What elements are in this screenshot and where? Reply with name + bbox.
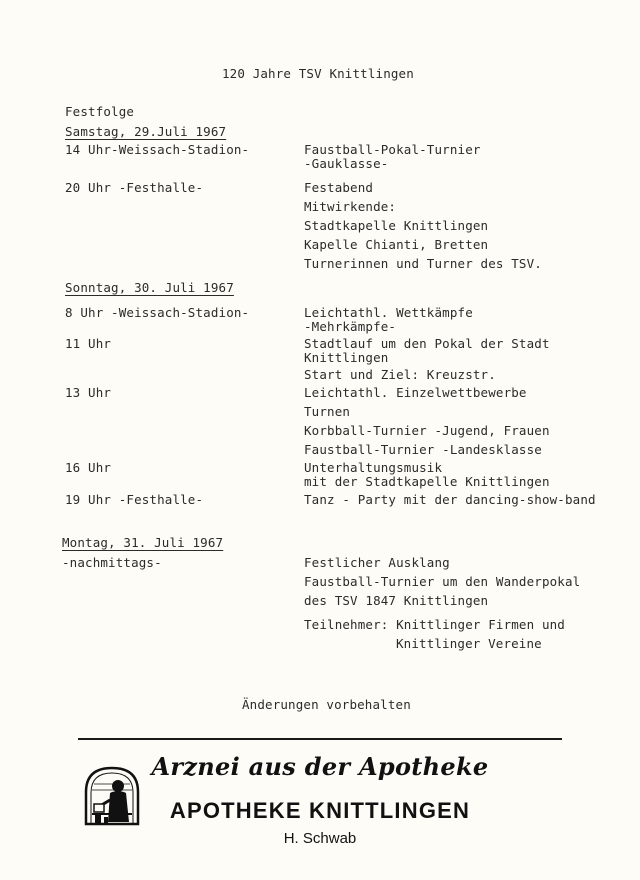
page-title: 120 Jahre TSV Knittlingen (222, 66, 414, 81)
event-line: -Mehrkämpfe- (304, 319, 397, 334)
event-line: Leichtathl. Einzelwettbewerbe (304, 385, 527, 400)
time-label: 8 Uhr -Weissach-Stadion- (65, 305, 250, 320)
event-line: Kapelle Chianti, Bretten (304, 237, 489, 252)
event-line: Teilnehmer: Knittlinger Firmen und (304, 617, 565, 632)
changes-note: Änderungen vorbehalten (242, 697, 411, 712)
time-label: 11 Uhr (65, 336, 112, 351)
time-label: -nachmittags- (62, 555, 162, 570)
day-date-monday: Montag, 31. Juli 1967 (62, 535, 224, 550)
event-line: Stadtkapelle Knittlingen (304, 218, 489, 233)
event-line: Faustball-Pokal-Turnier (304, 142, 481, 157)
day-date-saturday: Samstag, 29.Juli 1967 (65, 124, 227, 139)
time-label: 19 Uhr -Festhalle- (65, 492, 204, 507)
day-date-sunday: Sonntag, 30. Juli 1967 (65, 280, 234, 295)
event-line: des TSV 1847 Knittlingen (304, 593, 489, 608)
event-line: Mitwirkende: (304, 199, 397, 214)
event-line: mit der Stadtkapelle Knittlingen (304, 474, 550, 489)
program-heading: Festfolge (65, 104, 135, 119)
event-line: Leichtathl. Wettkämpfe (304, 305, 473, 320)
ad-slogan: Arznei aus der Apotheke (151, 752, 489, 781)
event-line: Knittlinger Vereine (396, 636, 542, 651)
event-line: Stadtlauf um den Pokal der Stadt (304, 336, 550, 351)
event-line: Faustball-Turnier -Landesklasse (304, 442, 542, 457)
divider-rule (78, 738, 562, 740)
event-line: Festlicher Ausklang (304, 555, 450, 570)
event-line: Knittlingen (304, 350, 389, 365)
event-line: -Gauklasse- (304, 156, 389, 171)
pharmacy-owner: H. Schwab (283, 830, 357, 847)
event-line: Unterhaltungsmusik (304, 460, 443, 475)
time-label: 16 Uhr (65, 460, 112, 475)
event-line: Faustball-Turnier um den Wanderpokal (304, 574, 581, 589)
event-line: Turnerinnen und Turner des TSV. (304, 256, 542, 271)
event-line: Festabend (304, 180, 374, 195)
time-label: 20 Uhr -Festhalle- (65, 180, 204, 195)
event-line: Start und Ziel: Kreuzstr. (304, 367, 496, 382)
time-label: 14 Uhr-Weissach-Stadion- (65, 142, 250, 157)
time-label: 13 Uhr (65, 385, 112, 400)
event-line: Korbball-Turnier -Jugend, Frauen (304, 423, 550, 438)
event-line: Tanz - Party mit der dancing-show-band (304, 492, 596, 507)
event-line: Turnen (304, 404, 351, 419)
pharmacy-name: APOTHEKE KNITTLINGEN (169, 798, 471, 823)
